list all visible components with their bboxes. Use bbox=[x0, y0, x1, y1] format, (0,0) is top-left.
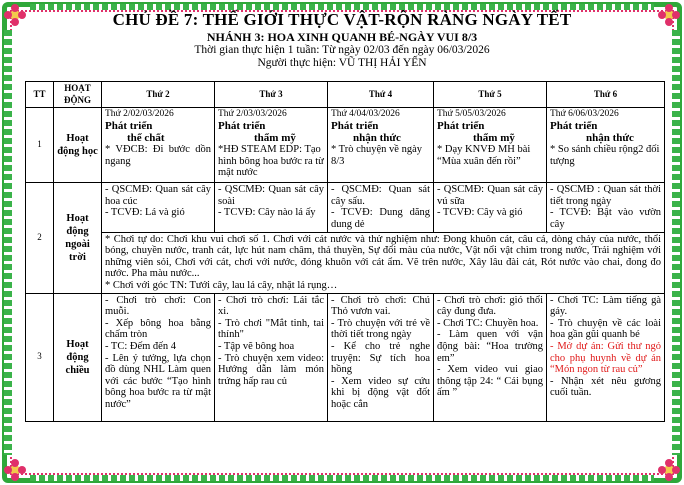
afternoon-item: - Trò chuyện về các loài hoa gần gũi quanh bé bbox=[550, 317, 661, 341]
afternoon-item: - Trò chuyện xem video: Hướng dẫn làm món trứng hấp rau củ bbox=[218, 352, 324, 387]
afternoon-item: - Làm quen với vận động bài: “Hoa trường em” bbox=[437, 329, 543, 364]
afternoon-item: - Xem video vui giao thông tập 24: “ Cái bụng ấm ” bbox=[437, 364, 543, 399]
outdoor-cell bbox=[434, 183, 547, 232]
afternoon-item: - Chơi trò chơi: Chú Thỏ vươn vai. bbox=[331, 294, 430, 318]
document-header bbox=[20, 10, 664, 70]
flower-corner-icon bbox=[656, 457, 682, 483]
header-tt: TT bbox=[26, 82, 54, 108]
outdoor-game: - TCVĐ: Cây nào lá ấy bbox=[218, 207, 316, 219]
afternoon-item: - Xem video sự cứu khi bị động vật đốt hoặc cắn bbox=[331, 375, 430, 410]
afternoon-cell bbox=[547, 293, 665, 421]
branch-title: NHÁNH 3: HOA XINH QUANH BÉ-NGÀY VUI 8/3 bbox=[206, 30, 478, 44]
lesson-field: Phát triển bbox=[105, 120, 153, 133]
outdoor-cell bbox=[102, 183, 215, 232]
afternoon-cell bbox=[102, 293, 215, 421]
free-play-cell bbox=[102, 232, 665, 293]
header-activity: HOẠT ĐỘNG bbox=[54, 82, 102, 108]
table-row bbox=[26, 293, 665, 421]
afternoon-item: - Chơi trò chơi: Con muỗi. bbox=[105, 294, 211, 318]
activity-label: Hoạt động ngoài trời bbox=[54, 183, 102, 293]
lesson-content: * So sánh chiều rộng2 đối tượng bbox=[550, 144, 660, 167]
header-day: Thứ 3 bbox=[215, 82, 328, 108]
lesson-cell bbox=[434, 108, 547, 183]
activity-label: Hoạt động học bbox=[54, 108, 102, 183]
lesson-field: nhận thức bbox=[353, 132, 401, 145]
lesson-field: nhận thức bbox=[586, 132, 634, 145]
vine-border-left bbox=[4, 30, 12, 455]
afternoon-item: - Trò chuyện với trẻ về thời tiết trong ngày bbox=[331, 317, 430, 341]
lesson-field: thể chất bbox=[127, 132, 165, 145]
outdoor-game: - TCVĐ: Dung dăng dung dẻ bbox=[331, 207, 430, 230]
lesson-date: Thứ 6/06/03/2026 bbox=[550, 109, 619, 120]
lesson-date: Thứ 5/05/03/2026 bbox=[437, 109, 506, 120]
teacher-line: Người thực hiện: VŨ THỊ HẢI YẾN bbox=[257, 57, 427, 69]
outdoor-observation: - QSCMĐ : Quan sát thời tiết trong ngày bbox=[550, 184, 661, 207]
page-title: CHỦ ĐỀ 7: THẾ GIỚI THỰC VẬT-RỘN RÀNG NGÀY TẾT bbox=[112, 10, 572, 29]
header-day: Thứ 4 bbox=[328, 82, 434, 108]
lesson-content: * Dạy KNVĐ MH bài “Mùa xuân đến rồi” bbox=[437, 144, 531, 167]
lesson-content: * Trò chuyện về ngày 8/3 bbox=[331, 144, 422, 167]
weekly-plan-table bbox=[25, 81, 665, 422]
outdoor-game: - TCVĐ: Cây và gió bbox=[437, 207, 523, 219]
flower-corner-icon bbox=[2, 457, 28, 483]
row-number: 3 bbox=[26, 293, 54, 421]
lesson-cell bbox=[328, 108, 434, 183]
outdoor-cell bbox=[328, 183, 434, 232]
afternoon-item: - Kể cho trẻ nghe truyện: Sự tích hoa hồng bbox=[331, 340, 430, 376]
outdoor-observation: - QSCMĐ: Quan sát cây vú sữa bbox=[437, 184, 543, 207]
header-day: Thứ 2 bbox=[102, 82, 215, 108]
lesson-date: Thứ 2/02/03/2026 bbox=[105, 109, 174, 120]
afternoon-item: - Chơi TC: Làm tiếng gà gáy. bbox=[550, 294, 661, 318]
corner-play-text: * Chơi với góc TN: Tưới cây, lau lá cây, nhặt lá rụng… bbox=[105, 279, 338, 291]
afternoon-item: - Chơi trò chơi: gió thổi cây đung đưa. bbox=[437, 294, 543, 318]
outdoor-cell bbox=[215, 183, 328, 232]
table-header-row bbox=[26, 82, 665, 108]
header-day: Thứ 6 bbox=[547, 82, 665, 108]
project-launch-text: - Mở dự án: Gửi thư ngỏ cho phụ huynh về dự án “Món ngon từ rau củ” bbox=[550, 340, 661, 376]
afternoon-cell bbox=[328, 293, 434, 421]
table-row bbox=[26, 232, 665, 293]
lesson-field: thẩm mỹ bbox=[254, 132, 296, 145]
outdoor-observation: - QSCMĐ: Quan sát cây soài bbox=[218, 184, 324, 207]
afternoon-item: - Trò chơi "Mắt tinh, tai thính" bbox=[218, 317, 324, 341]
row-number: 2 bbox=[26, 183, 54, 293]
afternoon-item: - Chơi trò chơi: Lái tắc xi. bbox=[218, 294, 324, 318]
vine-border-bottom bbox=[30, 475, 654, 481]
afternoon-item: - Chơi TC: Chuyền hoa. bbox=[437, 317, 539, 329]
header-day: Thứ 5 bbox=[434, 82, 547, 108]
outdoor-game: - TCVĐ: Lá và gió bbox=[105, 207, 185, 219]
lesson-field: Phát triển bbox=[331, 120, 379, 133]
afternoon-item: - TC: Đếm đến 4 bbox=[105, 340, 176, 352]
lesson-field: Phát triển bbox=[437, 120, 485, 133]
lesson-field: thẩm mỹ bbox=[473, 132, 515, 145]
afternoon-cell bbox=[434, 293, 547, 421]
lesson-field: Phát triển bbox=[218, 120, 266, 133]
lesson-date: Thứ 4/04/03/2026 bbox=[331, 109, 400, 120]
vine-border-right bbox=[672, 30, 680, 455]
lesson-field: Phát triển bbox=[550, 120, 598, 133]
afternoon-item: - Tập vẽ bông hoa bbox=[218, 340, 295, 352]
afternoon-item: - Xếp bông hoa bằng chấm tròn bbox=[105, 317, 211, 341]
afternoon-item: - Nhận xét nêu gương cuối tuần. bbox=[550, 375, 661, 399]
outdoor-observation: - QSCMĐ: Quan sát cây sấu. bbox=[331, 184, 430, 207]
free-play-text: * Chơi tự do: Chơi khu vui chơi số 1. Chơi với cát nước và thử nghiệm như: Đong khuôn cát, câu cá, dòng chảy của nước, thổi bóng, chuyền nước, tranh cát, lực hút nam châm, thả thuyền, Sự đổi màu của nước, Vật nổi vật chìm trong nước, Trải nghiệm với những viên sỏi, Chơi với cát, chơi với nước, đóng khuôn với cát ẩm. Vẽ trên nước, Xây lâu đài cát, Rót nước vào chai, đong đo nước. Pha màu nước... bbox=[105, 233, 661, 280]
lesson-cell bbox=[215, 108, 328, 183]
lesson-cell bbox=[547, 108, 665, 183]
lesson-date: Thứ 2/03/03/2026 bbox=[218, 109, 287, 120]
outdoor-cell bbox=[547, 183, 665, 232]
activity-label: Hoạt động chiều bbox=[54, 293, 102, 421]
table-row bbox=[26, 108, 665, 183]
outdoor-observation: - QSCMĐ: Quan sát cây hoa cúc bbox=[105, 184, 211, 207]
lesson-content: *HĐ STEAM EDP: Tạo hình bông hoa bước ra từ mật nước bbox=[218, 144, 324, 179]
outdoor-game: - TCVĐ: Bật vào vườn cây bbox=[550, 207, 661, 230]
afternoon-cell bbox=[215, 293, 328, 421]
table-row bbox=[26, 183, 665, 232]
afternoon-item: - Lên ý tưởng, lựa chọn đồ dùng NHL Làm quen với các bước “Tạo hình bông hoa bước ra từ mật nước” bbox=[105, 352, 211, 410]
row-number: 1 bbox=[26, 108, 54, 183]
lesson-content: * VĐCB: Đi bước dồn ngang bbox=[105, 144, 211, 167]
time-line: Thời gian thực hiện 1 tuần: Từ ngày 02/03 đến ngày 06/03/2026 bbox=[194, 44, 490, 56]
lesson-cell bbox=[102, 108, 215, 183]
